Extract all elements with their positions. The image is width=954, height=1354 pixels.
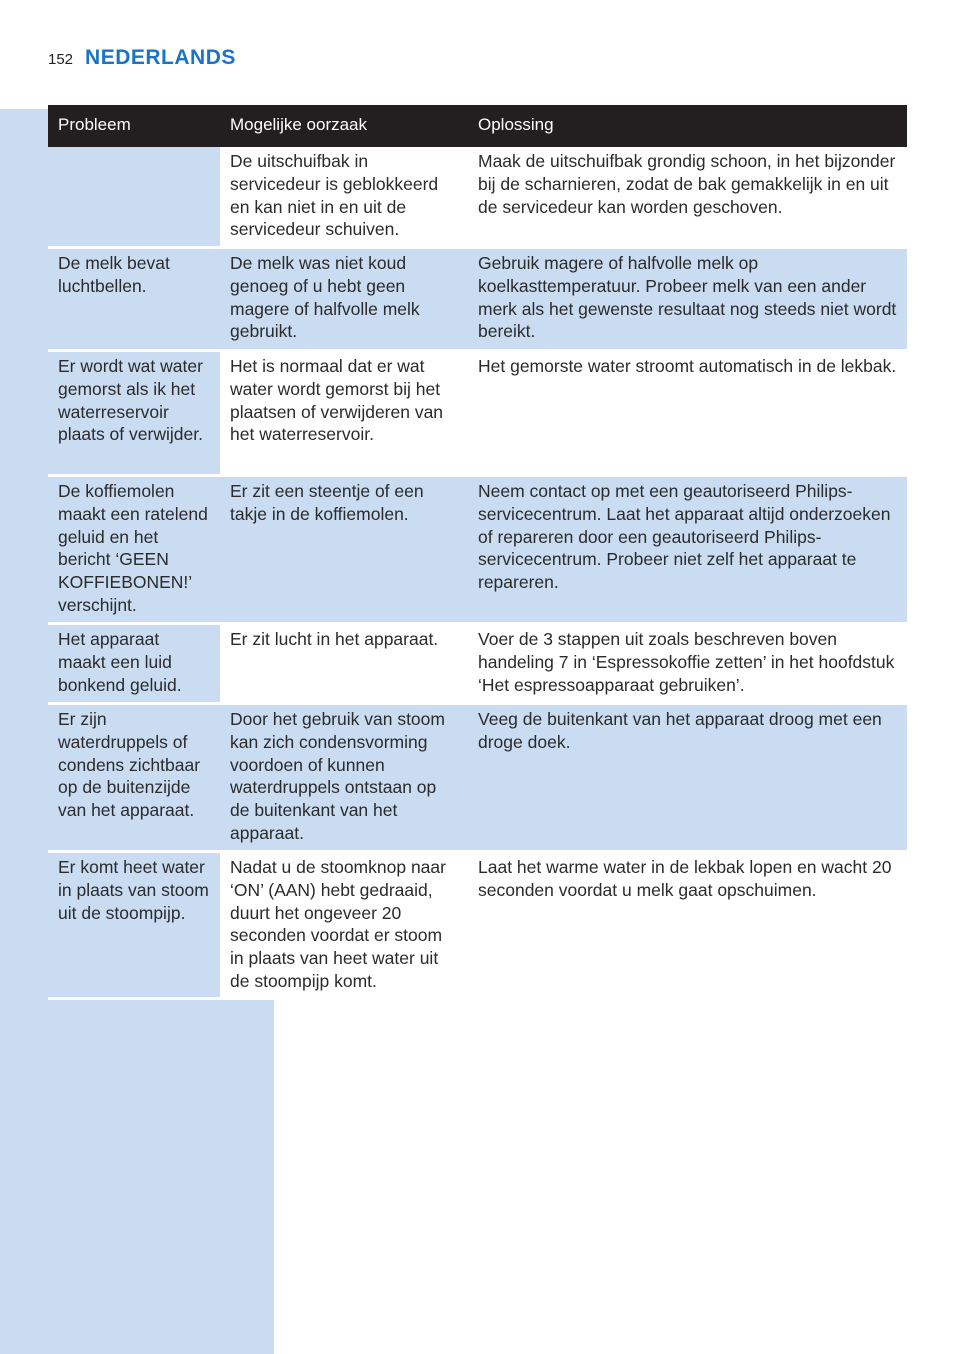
- page-number: 152: [48, 51, 74, 68]
- problem-cell: Het apparaat maakt een luid bonkend geluid.: [48, 625, 220, 702]
- page-header: [48, 46, 236, 76]
- solution-cell: Het gemorste water stroomt automatisch in de lekbak.: [478, 356, 897, 376]
- problem-cell: Er komt heet water in plaats van stoom uit de stoompijp.: [48, 853, 220, 997]
- cause-cell: Nadat u de stoomknop naar ‘ON’ (AAN) hebt gedraaid, duurt het ongeveer 20 seconden voordat er stoom in plaats van heet water uit de stoompijp komt.: [230, 857, 446, 991]
- header-problem: Probleem: [58, 115, 131, 134]
- problem-cell: Er zijn waterdruppels of condens zichtbaar op de buitenzijde van het apparaat.: [58, 709, 201, 821]
- cause-cell: Het is normaal dat er wat water wordt gemorst bij het plaatsen of verwijderen van het waterreservoir.: [230, 356, 444, 445]
- table-row: [48, 853, 907, 1000]
- solution-cell: Gebruik magere of halfvolle melk op koelkasttemperatuur. Probeer melk van een ander merk als het gewenste resultaat nog steeds niet wordt bereikt.: [478, 253, 897, 342]
- cause-cell: Door het gebruik van stoom kan zich condensvorming voordoen of kunnen waterdruppels ontstaan op de buitenkant van het apparaat.: [230, 709, 445, 843]
- solution-cell: Neem contact op met een geautoriseerd Philips-servicecentrum. Laat het apparaat altijd onderzoeken of repareren door een geautoriseerd Philips-servicecentrum. Probeer niet zelf het apparaat te repareren.: [478, 481, 891, 593]
- table-row: [48, 705, 907, 853]
- header-solution: Oplossing: [478, 115, 554, 134]
- table-header-row: [48, 105, 907, 147]
- problem-cell: De melk bevat luchtbellen.: [58, 253, 170, 296]
- table-row: [48, 477, 907, 625]
- problem-cell: [48, 147, 220, 246]
- solution-cell: Veeg de buitenkant van het apparaat droog met een droge doek.: [478, 709, 882, 752]
- section-title: NEDERLANDS: [85, 46, 236, 69]
- header-cause: Mogelijke oorzaak: [230, 115, 368, 134]
- cause-cell: Er zit lucht in het apparaat.: [230, 629, 439, 649]
- cause-cell: Er zit een steentje of een takje in de koffiemolen.: [230, 481, 424, 524]
- table-row: [48, 147, 907, 249]
- problem-cell: De koffiemolen maakt een ratelend geluid en het bericht ‘GEEN KOFFIEBONEN!’ verschijnt.: [58, 481, 208, 615]
- cause-cell: De melk was niet koud genoeg of u hebt geen magere of halfvolle melk gebruikt.: [230, 253, 420, 342]
- solution-cell: Voer de 3 stappen uit zoals beschreven boven handeling 7 in ‘Espressokoffie zetten’ in het hoofdstuk ‘Het espressoapparaat gebruiken’.: [478, 629, 895, 695]
- solution-cell: Maak de uitschuifbak grondig schoon, in het bijzonder bij de scharnieren, zodat de bak gemakkelijk in en uit de servicedeur kan worden geschoven.: [478, 151, 896, 217]
- cause-cell: De uitschuifbak in servicedeur is geblokkeerd en kan niet in en uit de servicedeur schuiven.: [230, 151, 439, 240]
- problem-cell: Er wordt wat water gemorst als ik het waterreservoir plaats of verwijder.: [48, 352, 220, 474]
- table-row: [48, 249, 907, 352]
- table-row: [48, 625, 907, 705]
- solution-cell: Laat het warme water in de lekbak lopen en wacht 20 seconden voordat u melk gaat opschuimen.: [478, 857, 892, 900]
- troubleshooting-table: [48, 105, 907, 1000]
- table-row: [48, 352, 907, 477]
